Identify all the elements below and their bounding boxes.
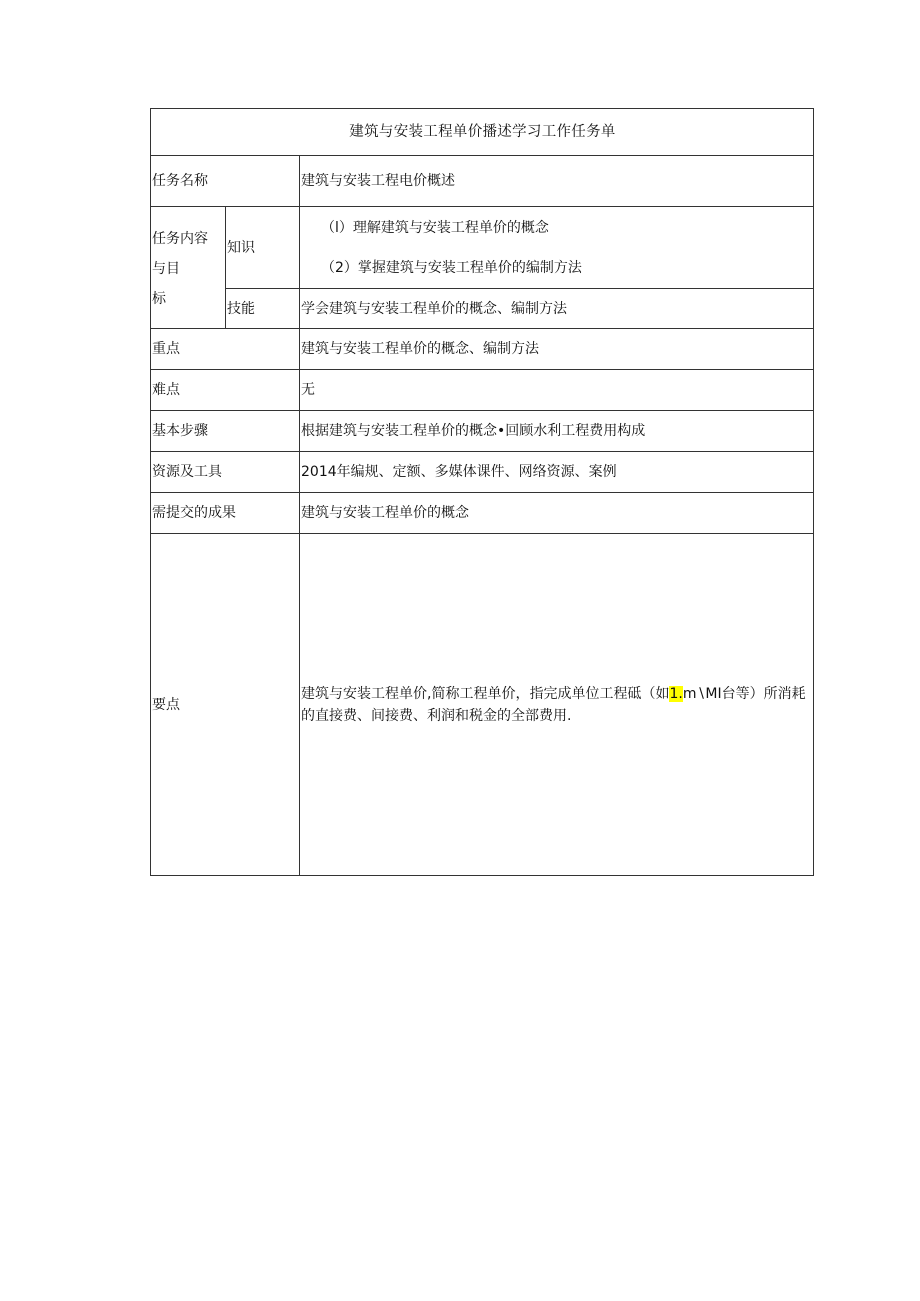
knowledge-item: （l）理解建筑与安装工程单价的概念 <box>321 219 549 236</box>
task-name-row <box>151 156 814 207</box>
difficulty-value: 无 <box>300 370 814 411</box>
steps-row <box>151 411 814 452</box>
skill-row <box>151 289 814 329</box>
knowledge-label: 知识 <box>226 207 300 289</box>
essentials-value <box>300 534 814 876</box>
steps-label: 基本步骤 <box>151 411 300 452</box>
essentials-label: 要点 <box>151 534 300 876</box>
content-goal-label-line: 与目 <box>152 260 180 277</box>
task-table <box>150 108 814 876</box>
essentials-row <box>151 534 814 876</box>
content-goal-label-line: 任务内容 <box>152 230 208 247</box>
knowledge-row <box>151 207 814 289</box>
content-goal-label <box>151 207 226 329</box>
deliverable-value: 建筑与安装工程单价的概念 <box>300 493 814 534</box>
essentials-text-before: 建筑与安装工程单价,简称工程单价，指完成单位工程砥（如 <box>301 685 670 702</box>
key-point-row <box>151 329 814 370</box>
resources-label: 资源及工具 <box>151 452 300 493</box>
task-name-value: 建筑与安装工程电价概述 <box>300 156 814 207</box>
deliverable-row <box>151 493 814 534</box>
document-title: 建筑与安装工程单价播述学习工作任务单 <box>151 109 814 156</box>
knowledge-value <box>300 207 814 289</box>
resources-row <box>151 452 814 493</box>
essentials-text-after: m∖MI台等）所消耗的直接费、间接费、利润和税金的全部费用. <box>301 685 806 724</box>
key-point-label: 重点 <box>151 329 300 370</box>
essentials-text <box>301 683 813 727</box>
skill-value: 学会建筑与安装工程单价的概念、编制方法 <box>300 289 814 329</box>
difficulty-label: 难点 <box>151 370 300 411</box>
resources-value: 2014年编规、定额、多媒体课件、网络资源、案例 <box>300 452 814 493</box>
highlighted-text: 1. <box>669 685 683 702</box>
content-goal-label-line: 标 <box>152 290 166 307</box>
difficulty-row <box>151 370 814 411</box>
task-sheet <box>150 108 813 876</box>
key-point-value: 建筑与安装工程单价的概念、编制方法 <box>300 329 814 370</box>
task-name-label: 任务名称 <box>151 156 300 207</box>
title-row <box>151 109 814 156</box>
steps-value: 根据建筑与安装工程单价的概念•回顾水利工程费用构成 <box>300 411 814 452</box>
skill-label: 技能 <box>226 289 300 329</box>
knowledge-item: （2）掌握建筑与安装工程单价的编制方法 <box>321 259 582 276</box>
deliverable-label: 需提交的成果 <box>151 493 300 534</box>
